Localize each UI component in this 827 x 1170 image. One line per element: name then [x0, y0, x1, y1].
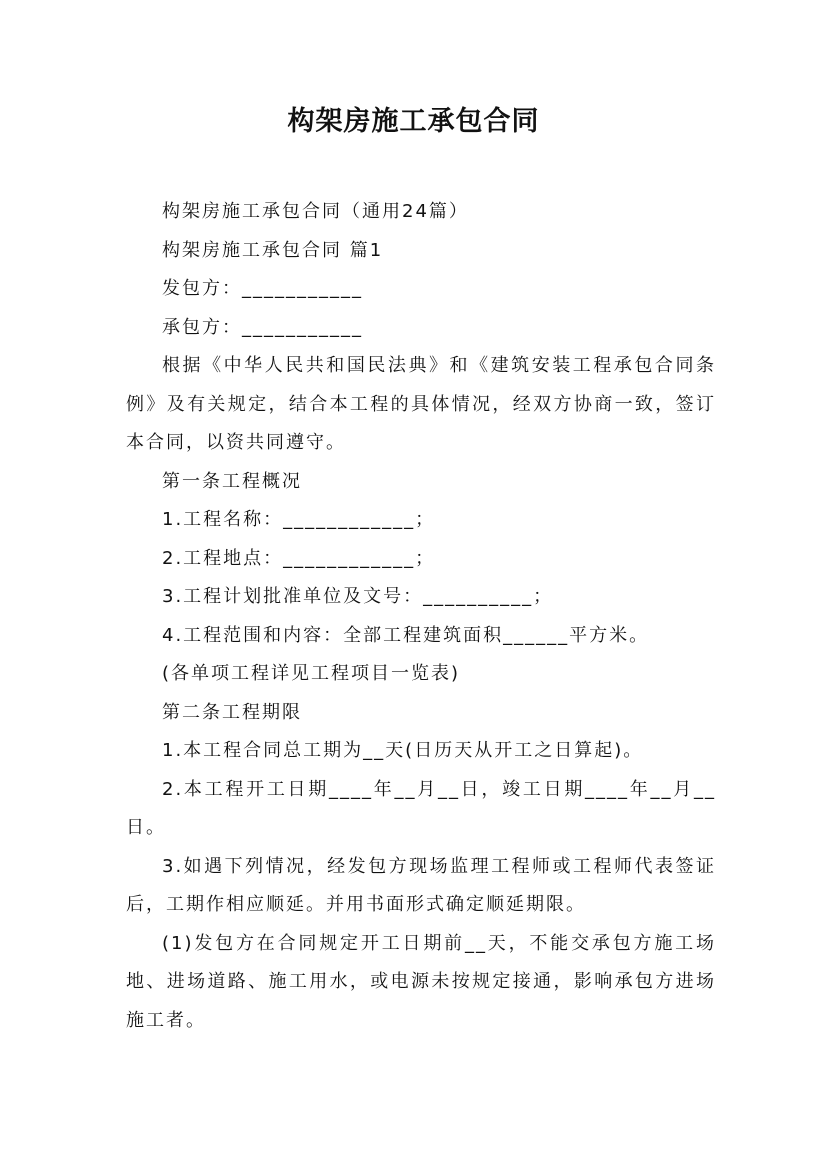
- subtitle-line: 构架房施工承包合同（通用24篇）: [162, 201, 469, 222]
- clause-item-approval-unit: 3.工程计划批准单位及文号：__________；: [162, 586, 554, 607]
- clause-item-project-scope: 4.工程范围和内容：全部工程建筑面积______平方米。: [162, 624, 650, 646]
- clause-heading-project-overview: 第一条工程概况: [162, 470, 302, 492]
- clause-item-project-name: 1.工程名称：____________；: [162, 509, 436, 530]
- party-employer-line: 发包方：___________: [162, 278, 363, 299]
- clause-item-start-finish-dates: 2.本工程开工日期____年__月__日，竣工日期____年__月__日。: [126, 778, 716, 838]
- preamble-paragraph: 根据《中华人民共和国民法典》和《建筑安装工程承包合同条例》及有关规定，结合本工程的具体情况，经双方协商一致，签订本合同，以资共同遵守。: [126, 355, 716, 453]
- document-body: [126, 193, 716, 1040]
- clause-note-project-list: (各单项工程详见工程项目一览表): [162, 663, 461, 684]
- clause-heading-project-period: 第二条工程期限: [162, 701, 302, 723]
- section-heading-article-1: 构架房施工承包合同 篇1: [162, 239, 384, 261]
- document-title: 构架房施工承包合同: [287, 106, 540, 137]
- clause-item-total-duration: 1.本工程合同总工期为__天(日历天从开工之日算起)。: [162, 740, 644, 761]
- clause-subitem-site-handover: (1)发包方在合同规定开工日期前__天，不能交承包方施工场地、进场道路、施工用水，或电源未按规定接通，影响承包方进场施工者。: [126, 932, 716, 1031]
- clause-item-project-location: 2.工程地点：____________；: [162, 547, 436, 569]
- clause-item-extension-conditions: 3.如遇下列情况，经发包方现场监理工程师或工程师代表签证后，工期作相应顺延。并用书面形式确定顺延期限。: [126, 855, 716, 915]
- party-contractor-line: 承包方：___________: [162, 316, 363, 338]
